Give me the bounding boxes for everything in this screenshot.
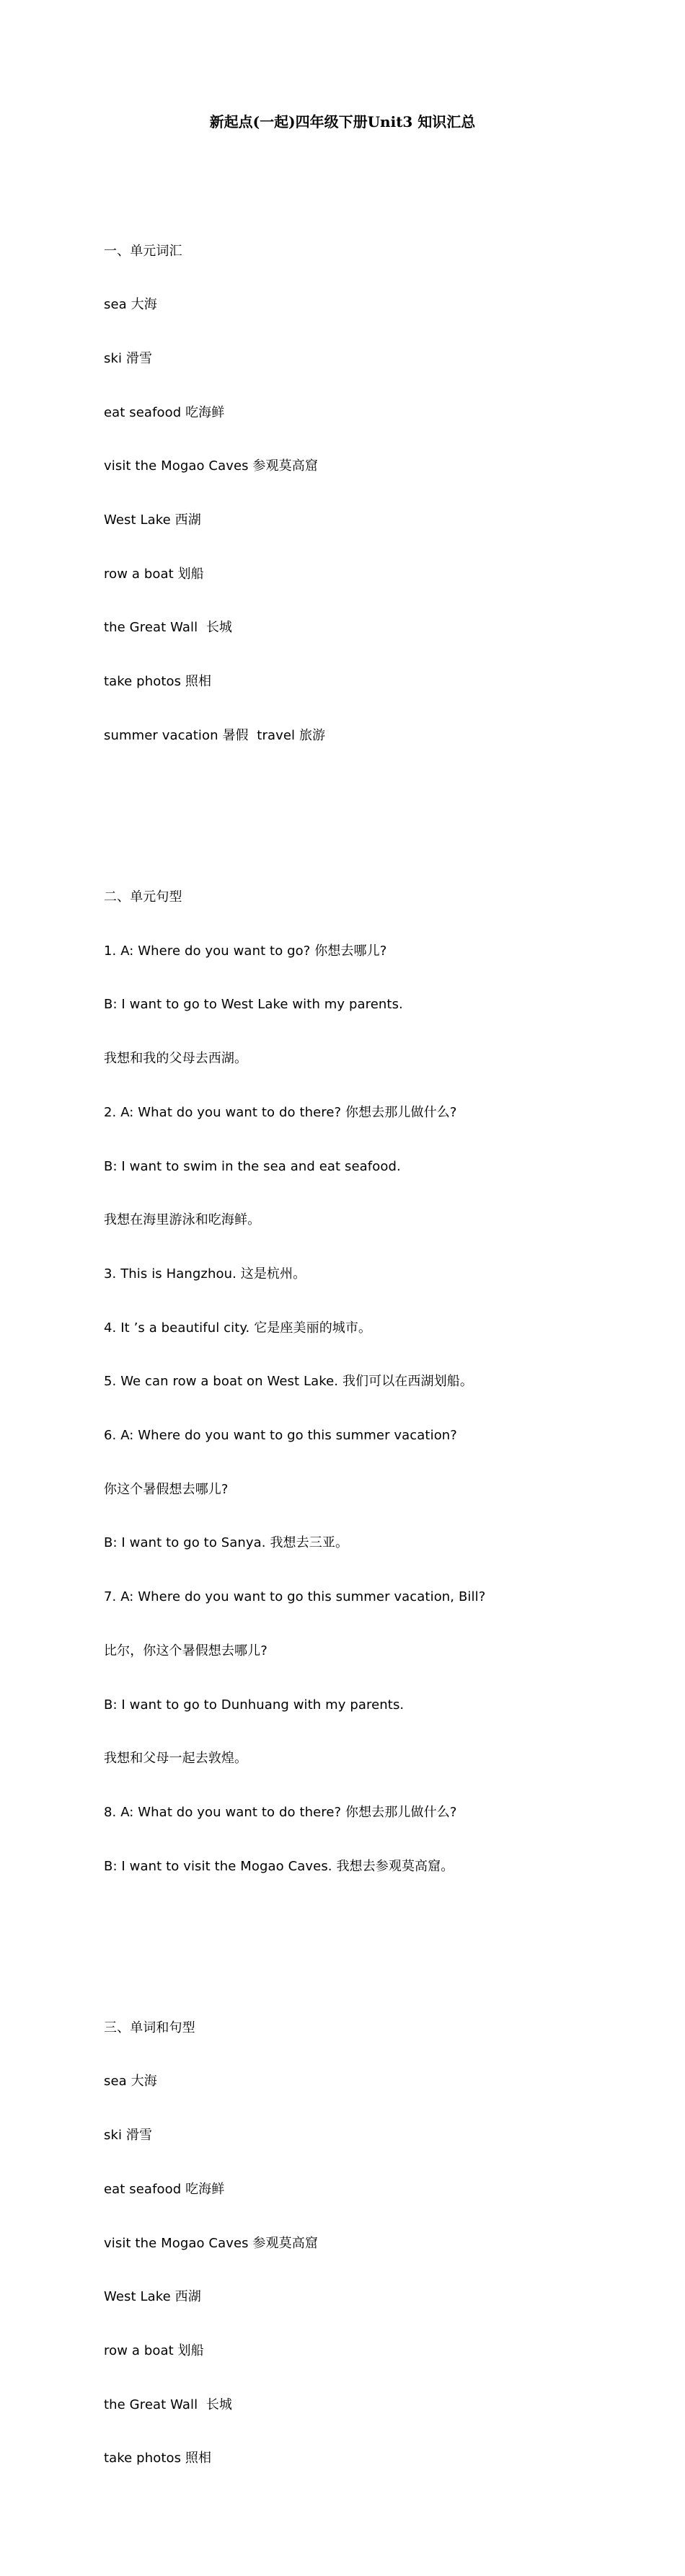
section-words-and-sentences [104,1984,623,2504]
vocab-line: ski 滑雪 [104,2128,153,2144]
sentence-line: 7. A: Where do you want to go this summer vacation, Bill? [104,1589,486,1605]
sentence-line: 我想和我的父母去西湖。 [104,1051,248,1067]
section-sentences [104,853,623,1911]
sentence-line: 4. It ’s a beautiful city. 它是座美丽的城市。 [104,1320,372,1336]
vocab-line: eat seafood 吃海鲜 [104,404,225,420]
sentence-line: B: I want to swim in the sea and eat seafood. [104,1158,401,1174]
section-vocabulary [104,207,623,781]
sentence-line: 2. A: What do you want to do there? 你想去那儿做什么? [104,1104,457,1120]
vocab-line: row a boat 划船 [104,566,204,582]
sentence-line: 比尔，你这个暑假想去哪儿? [104,1643,268,1658]
vocab-line: summer vacation 暑假 travel 旅游 [104,727,326,743]
vocab-line: visit the Mogao Caves 参观莫高窟 [104,2235,318,2251]
section-heading: 二、单元句型 [104,889,182,905]
sentence-line: 3. This is Hangzhou. 这是杭州。 [104,1266,306,1282]
sentence-line: B: I want to go to Sanya. 我想去三亚。 [104,1535,349,1551]
sentence-line: B: I want to go to West Lake with my parents. [104,997,403,1013]
section-heading: 三、单词和句型 [104,2020,195,2035]
vocab-line: visit the Mogao Caves 参观莫高窟 [104,458,318,474]
sentence-line: 我想和父母一起去敦煌。 [104,1751,248,1767]
vocab-line: the Great Wall 长城 [104,2397,233,2412]
vocab-line: West Lake 西湖 [104,2289,201,2305]
document-body [104,153,623,2576]
vocab-line: take photos 照相 [104,674,212,690]
page-title: 新起点(一起)四年级下册Unit3 知识汇总 [209,113,476,130]
vocab-line: take photos 照相 [104,2451,212,2466]
sentence-line: 你这个暑假想去哪儿? [104,1481,229,1497]
vocab-line: sea 大海 [104,2074,157,2089]
sentence-line: B: I want to visit the Mogao Caves. 我想去参观莫高窟。 [104,1858,454,1874]
sentence-line: 我想在海里游泳和吃海鲜。 [104,1212,261,1228]
vocab-line: ski 滑雪 [104,350,153,366]
vocab-line: eat seafood 吃海鲜 [104,2181,225,2197]
vocab-line: row a boat 划船 [104,2342,204,2358]
sentence-line: 6. A: Where do you want to go this summer vacation? [104,1428,457,1444]
sentence-line: 8. A: What do you want to do there? 你想去那儿做什么? [104,1804,457,1820]
vocab-line: West Lake 西湖 [104,512,201,528]
sentence-line: 5. We can row a boat on West Lake. 我们可以在西湖划船。 [104,1374,473,1390]
sentence-line: B: I want to go to Dunhuang with my parents. [104,1697,405,1713]
sentence-line: 1. A: Where do you want to go? 你想去哪儿? [104,943,387,959]
vocab-line: the Great Wall 长城 [104,620,233,636]
section-heading: 一、单元词汇 [104,243,182,259]
vocab-line: sea 大海 [104,297,157,313]
